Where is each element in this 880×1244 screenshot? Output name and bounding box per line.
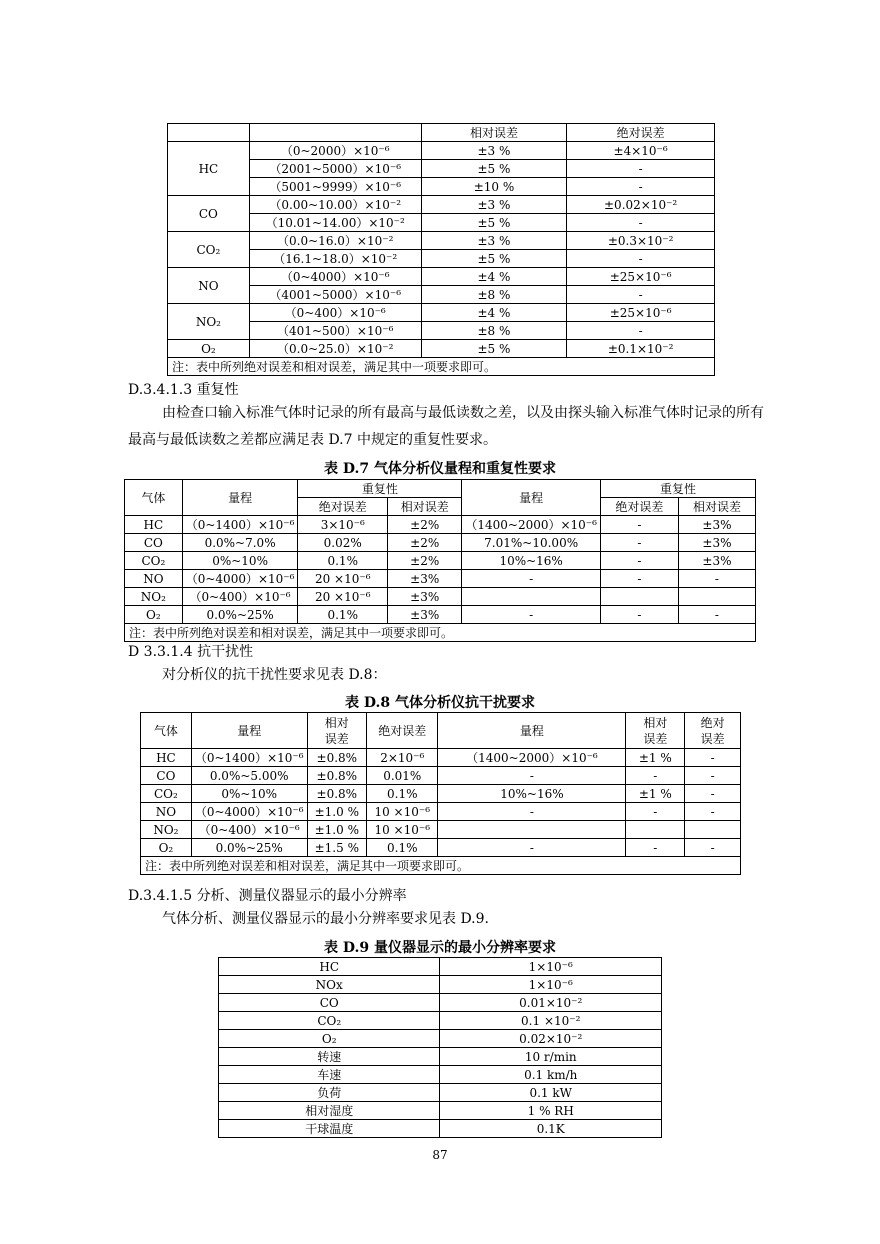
- table-cell: 10%~16%: [438, 785, 626, 803]
- page-number: 87: [432, 1148, 448, 1162]
- table-row: [168, 286, 715, 304]
- table-cell: 0.0%~7.0%: [182, 534, 298, 552]
- table-cell: （0~4000）×10⁻⁶: [182, 570, 298, 588]
- table-row: [219, 994, 662, 1012]
- table-cell: 20 ×10⁻⁶: [298, 570, 388, 588]
- table-cell: 0.02×10⁻²: [440, 1030, 662, 1048]
- abs-cell: -: [567, 322, 715, 340]
- table-cell: ±2%: [388, 552, 462, 570]
- table-cell: 0.1 ×10⁻²: [440, 1012, 662, 1030]
- rel-cell: ±5 %: [421, 250, 567, 268]
- paragraph-resolution: 气体分析、测量仪器显示的最小分辨率要求见表 D.9.: [162, 911, 489, 927]
- table-cell: CO₂: [219, 1012, 440, 1030]
- table-row: [168, 250, 715, 268]
- table-cell: 0.1%: [367, 785, 438, 803]
- table-cell: CO: [141, 767, 192, 785]
- header-range2: 量程: [438, 713, 626, 749]
- table-cell: ±0.8%: [307, 767, 366, 785]
- header-gas: 气体: [125, 480, 183, 516]
- table-cell: -: [462, 570, 601, 588]
- table-cell: 0%~10%: [182, 552, 298, 570]
- table-row: [125, 588, 756, 606]
- table-cell: 0.0%~25%: [182, 606, 298, 624]
- section-heading-interference: D 3.3.1.4 抗干扰性: [128, 644, 254, 660]
- table-row: [125, 606, 756, 624]
- paragraph-repeatability: 由检查口输入标准气体时记录的所有最高与最低读数之差，以及由探头输入标准气体时记录的所有最高与最低读数之差都应满足表 D.7 中规定的重复性要求。: [128, 405, 764, 448]
- table-cell: 0.1 kW: [440, 1084, 662, 1102]
- table-cell: NO: [141, 803, 192, 821]
- table-cell: 0%~10%: [191, 785, 307, 803]
- range-cell: （401~500）×10⁻⁶: [249, 322, 421, 340]
- section-heading-repeatability: D.3.4.1.3 重复性: [128, 382, 239, 398]
- table-cell: [438, 821, 626, 839]
- gas-cell: CO₂: [168, 232, 250, 268]
- header-rel: 相对 误差: [307, 713, 366, 749]
- table-cell: 2×10⁻⁶: [367, 749, 438, 767]
- table-row: [219, 976, 662, 994]
- table-cell: -: [438, 803, 626, 821]
- table-cell: -: [600, 606, 678, 624]
- gas-cell: CO: [168, 196, 250, 232]
- table-note: 注：表中所列绝对误差和相对误差，满足其中一项要求即可。: [168, 358, 715, 376]
- table-header-row: [125, 480, 756, 498]
- table-note-row: [125, 624, 756, 642]
- table-cell: [600, 588, 678, 606]
- header-repeatability: 重复性: [600, 480, 755, 498]
- header-rel2: 相对 误差: [626, 713, 685, 749]
- table-cell: [678, 588, 755, 606]
- table-cell: （1400~2000）×10⁻⁶: [438, 749, 626, 767]
- table-cell: -: [462, 606, 601, 624]
- table-cell: 0.0%~25%: [191, 839, 307, 857]
- table-header-row: [141, 713, 741, 749]
- range-cell: （0~4000）×10⁻⁶: [249, 268, 421, 286]
- table-row: [219, 1030, 662, 1048]
- table-cell: ±0.8%: [307, 749, 366, 767]
- header-gas: 气体: [141, 713, 192, 749]
- table-row: [141, 839, 741, 857]
- table-cell: -: [685, 749, 741, 767]
- table-cell: O₂: [125, 606, 183, 624]
- table-row: [219, 1048, 662, 1066]
- table-cell: 10%~16%: [462, 552, 601, 570]
- table-cell: NO₂: [141, 821, 192, 839]
- table-row: [219, 1066, 662, 1084]
- range-cell: （0.00~10.00）×10⁻²: [249, 196, 421, 214]
- table-row: [219, 958, 662, 976]
- range-cell: （0~400）×10⁻⁶: [249, 304, 421, 322]
- table-cell: （0~1400）×10⁻⁶: [191, 749, 307, 767]
- table-row: [168, 214, 715, 232]
- table-cell: O₂: [219, 1030, 440, 1048]
- table-note-row: [141, 857, 741, 875]
- table-d8-caption: 表 D.8 气体分析仪抗干扰要求: [344, 695, 535, 711]
- table-row: [125, 534, 756, 552]
- table-cell: ±3%: [388, 570, 462, 588]
- table-cell: ±1 %: [626, 749, 685, 767]
- table-row: [219, 1102, 662, 1120]
- range-cell: （16.1~18.0）×10⁻²: [249, 250, 421, 268]
- header-rel: 相对误差: [388, 498, 462, 516]
- table-cell: 干球温度: [219, 1120, 440, 1138]
- abs-cell: -: [567, 286, 715, 304]
- rel-cell: ±5 %: [421, 340, 567, 358]
- table-cell: ±1 %: [626, 785, 685, 803]
- table-row: [168, 268, 715, 286]
- table-cell: -: [685, 839, 741, 857]
- table-cell: ±3%: [678, 534, 755, 552]
- header-abs2: 绝对 误差: [685, 713, 741, 749]
- table-cell: NOx: [219, 976, 440, 994]
- gas-cell: HC: [168, 142, 250, 196]
- table-row: [141, 767, 741, 785]
- table-cell: 1×10⁻⁶: [440, 976, 662, 994]
- table-cell: -: [438, 767, 626, 785]
- table-cell: ±3%: [388, 588, 462, 606]
- table-cell: ±3%: [388, 606, 462, 624]
- table-cell: 相对湿度: [219, 1102, 440, 1120]
- rel-cell: ±4 %: [421, 304, 567, 322]
- table-row: [219, 1120, 662, 1138]
- rel-cell: ±4 %: [421, 268, 567, 286]
- table-row: [219, 1012, 662, 1030]
- abs-cell: ±0.1×10⁻²: [567, 340, 715, 358]
- table-cell: O₂: [141, 839, 192, 857]
- gas-cell: NO: [168, 268, 250, 304]
- table-cell: -: [626, 839, 685, 857]
- table-d7: [124, 479, 756, 642]
- table-cell: -: [626, 803, 685, 821]
- table-row: [141, 821, 741, 839]
- table-cell: 1×10⁻⁶: [440, 958, 662, 976]
- range-cell: （0~2000）×10⁻⁶: [249, 142, 421, 160]
- table-cell: CO: [125, 534, 183, 552]
- table-cell: （1400~2000）×10⁻⁶: [462, 516, 601, 534]
- table-cell: HC: [219, 958, 440, 976]
- abs-cell: -: [567, 160, 715, 178]
- range-cell: （2001~5000）×10⁻⁶: [249, 160, 421, 178]
- table-cell: -: [685, 785, 741, 803]
- table-cell: （0~1400）×10⁻⁶: [182, 516, 298, 534]
- table-note: 注：表中所列绝对误差和相对误差，满足其中一项要求即可。: [125, 624, 756, 642]
- table-d8: [140, 712, 741, 875]
- table-cell: 0.1K: [440, 1120, 662, 1138]
- table-cell: 转速: [219, 1048, 440, 1066]
- table-cell: 负荷: [219, 1084, 440, 1102]
- rel-cell: ±5 %: [421, 160, 567, 178]
- table-cell: [626, 821, 685, 839]
- table-d7-caption: 表 D.7 气体分析仪量程和重复性要求: [323, 461, 556, 477]
- table-note-row: [168, 358, 715, 376]
- header-cell: [249, 124, 421, 142]
- header-cell: 相对误差: [421, 124, 567, 142]
- table-cell: [685, 821, 741, 839]
- table-cell: NO: [125, 570, 183, 588]
- table-cell: 7.01%~10.00%: [462, 534, 601, 552]
- table-cell: 10 ×10⁻⁶: [367, 821, 438, 839]
- range-cell: （10.01~14.00）×10⁻²: [249, 214, 421, 232]
- table-row: [168, 322, 715, 340]
- table-row: [168, 340, 715, 358]
- table-cell: ±0.8%: [307, 785, 366, 803]
- table-header-row: [168, 124, 715, 142]
- table-cell: 0.0%~5.00%: [191, 767, 307, 785]
- table-cell: 10 r/min: [440, 1048, 662, 1066]
- abs-cell: ±25×10⁻⁶: [567, 304, 715, 322]
- range-cell: （4001~5000）×10⁻⁶: [249, 286, 421, 304]
- table-row: [125, 570, 756, 588]
- table-cell: 1 % RH: [440, 1102, 662, 1120]
- table-cell: -: [678, 570, 755, 588]
- table-d9-caption: 表 D.9 量仪器显示的最小分辨率要求: [323, 940, 556, 956]
- table-cell: -: [685, 767, 741, 785]
- rel-cell: ±3 %: [421, 142, 567, 160]
- gas-cell: O₂: [168, 340, 250, 358]
- abs-cell: ±0.3×10⁻²: [567, 232, 715, 250]
- table-cell: 0.01%: [367, 767, 438, 785]
- table-cell: 0.1%: [298, 552, 388, 570]
- header-abs: 绝对误差: [600, 498, 678, 516]
- table-row: [141, 803, 741, 821]
- paragraph-interference: 对分析仪的抗干扰性要求见表 D.8：: [162, 667, 387, 683]
- table-cell: HC: [125, 516, 183, 534]
- table-cell: ±3%: [678, 516, 755, 534]
- table-cell: ±1.0 %: [307, 803, 366, 821]
- rel-cell: ±8 %: [421, 322, 567, 340]
- table-cell: CO: [219, 994, 440, 1012]
- table-row: [141, 749, 741, 767]
- rel-cell: ±3 %: [421, 196, 567, 214]
- header-cell: [168, 124, 250, 142]
- table-cell: HC: [141, 749, 192, 767]
- header-range: 量程: [182, 480, 298, 516]
- section-heading-resolution: D.3.4.1.5 分析、测量仪器显示的最小分辨率: [128, 888, 407, 904]
- abs-cell: -: [567, 214, 715, 232]
- rel-cell: ±8 %: [421, 286, 567, 304]
- range-cell: （5001~9999）×10⁻⁶: [249, 178, 421, 196]
- table-cell: 车速: [219, 1066, 440, 1084]
- header-repeatability: 重复性: [298, 480, 462, 498]
- header-abs: 绝对误差: [298, 498, 388, 516]
- gas-cell: NO₂: [168, 304, 250, 340]
- table-cell: （0~400）×10⁻⁶: [191, 821, 307, 839]
- table-cell: [462, 588, 601, 606]
- table-row: [125, 516, 756, 534]
- table-cell: 0.1%: [367, 839, 438, 857]
- table-row: [125, 552, 756, 570]
- table-cell: （0~400）×10⁻⁶: [182, 588, 298, 606]
- table-d9: [218, 957, 662, 1138]
- table-cell: -: [600, 552, 678, 570]
- table-cell: ±3%: [678, 552, 755, 570]
- table-cell: -: [678, 606, 755, 624]
- table-cell: -: [438, 839, 626, 857]
- table-cell: -: [685, 803, 741, 821]
- table-cell: （0~4000）×10⁻⁶: [191, 803, 307, 821]
- abs-cell: -: [567, 250, 715, 268]
- header-range: 量程: [191, 713, 307, 749]
- table-d6: [167, 123, 715, 376]
- abs-cell: ±0.02×10⁻²: [567, 196, 715, 214]
- range-cell: （0.0~25.0）×10⁻²: [249, 340, 421, 358]
- table-cell: 10 ×10⁻⁶: [367, 803, 438, 821]
- table-cell: -: [600, 570, 678, 588]
- table-row: [168, 160, 715, 178]
- abs-cell: ±25×10⁻⁶: [567, 268, 715, 286]
- table-row: [168, 304, 715, 322]
- header-rel: 相对误差: [678, 498, 755, 516]
- rel-cell: ±5 %: [421, 214, 567, 232]
- table-cell: 20 ×10⁻⁶: [298, 588, 388, 606]
- table-cell: CO₂: [125, 552, 183, 570]
- table-note: 注：表中所列绝对误差和相对误差，满足其中一项要求即可。: [141, 857, 741, 875]
- table-row: [168, 196, 715, 214]
- table-cell: 0.1 km/h: [440, 1066, 662, 1084]
- table-cell: ±2%: [388, 516, 462, 534]
- table-cell: -: [600, 516, 678, 534]
- table-cell: CO₂: [141, 785, 192, 803]
- table-row: [219, 1084, 662, 1102]
- header-abs: 绝对误差: [367, 713, 438, 749]
- rel-cell: ±3 %: [421, 232, 567, 250]
- table-row: [141, 785, 741, 803]
- table-cell: 0.02%: [298, 534, 388, 552]
- table-cell: 0.1%: [298, 606, 388, 624]
- abs-cell: ±4×10⁻⁶: [567, 142, 715, 160]
- table-row: [168, 232, 715, 250]
- abs-cell: -: [567, 178, 715, 196]
- table-row: [168, 142, 715, 160]
- table-cell: 3×10⁻⁶: [298, 516, 388, 534]
- table-cell: -: [600, 534, 678, 552]
- table-cell: ±1.5 %: [307, 839, 366, 857]
- table-cell: NO₂: [125, 588, 183, 606]
- range-cell: （0.0~16.0）×10⁻²: [249, 232, 421, 250]
- table-row: [168, 178, 715, 196]
- rel-cell: ±10 %: [421, 178, 567, 196]
- table-cell: ±2%: [388, 534, 462, 552]
- header-cell: 绝对误差: [567, 124, 715, 142]
- table-cell: -: [626, 767, 685, 785]
- table-cell: 0.01×10⁻²: [440, 994, 662, 1012]
- header-range: 量程: [462, 480, 601, 516]
- table-cell: ±1.0 %: [307, 821, 366, 839]
